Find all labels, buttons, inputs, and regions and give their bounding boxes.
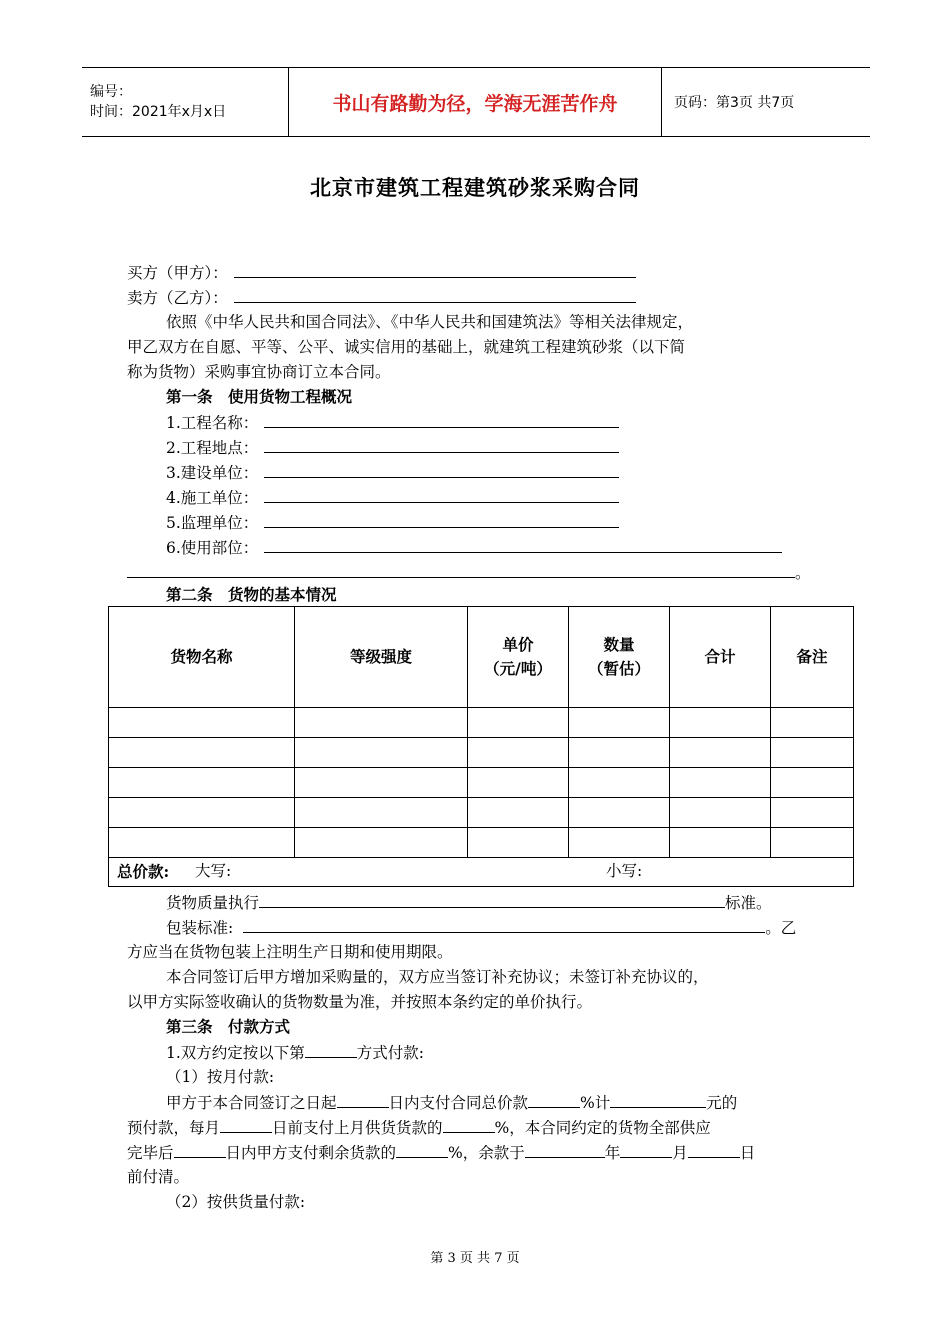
supervisor-unit-blank[interactable] xyxy=(264,510,619,528)
table-cell[interactable] xyxy=(468,708,569,738)
header-motto: 书山有路勤为径，学海无涯苦作舟 xyxy=(289,68,662,137)
month-label: 月 xyxy=(672,1144,688,1162)
article3-title: 第三条 付款方式 xyxy=(166,1017,291,1036)
usage-part-blank[interactable] xyxy=(264,535,782,553)
monthly-day-blank[interactable] xyxy=(220,1115,272,1133)
supervisor-unit-line xyxy=(166,510,619,535)
builder-unit-blank[interactable] xyxy=(264,485,619,503)
extra-line-2: 以甲方实际签收确认的货物数量为准，并按照本条约定的单价执行。 xyxy=(127,993,593,1011)
construction-unit-blank[interactable] xyxy=(264,460,619,478)
builder-unit-label: 4.施工单位： xyxy=(166,489,259,507)
col-unit-price-line2: （元/吨） xyxy=(484,659,552,678)
monthly-text-b: 日内支付合同总价款 xyxy=(388,1094,529,1112)
goods-table xyxy=(108,606,854,858)
buyer-blank[interactable] xyxy=(234,260,636,278)
day-blank[interactable] xyxy=(688,1140,740,1158)
table-cell[interactable] xyxy=(468,768,569,798)
article1-title: 第一条 使用货物工程概况 xyxy=(166,387,353,406)
table-cell[interactable] xyxy=(771,828,854,858)
payment-method-suffix: 方式付款: xyxy=(356,1044,425,1062)
advance-days-blank[interactable] xyxy=(337,1090,389,1108)
project-location-line xyxy=(166,435,619,460)
seller-blank[interactable] xyxy=(234,285,636,303)
table-header-row xyxy=(109,607,854,708)
year-label: 年 xyxy=(604,1144,621,1162)
page-footer: 第 3 页 共 7 页 xyxy=(430,1251,520,1266)
option1-title: （1）按月付款: xyxy=(166,1068,275,1086)
monthly-text-i: 日内甲方支付剩余货款的 xyxy=(225,1144,397,1162)
project-location-blank[interactable] xyxy=(264,435,619,453)
monthly-text-c: %计 xyxy=(580,1094,611,1112)
col-grade: 等级强度 xyxy=(295,607,468,708)
col-goods-name: 货物名称 xyxy=(109,607,295,708)
header-meta xyxy=(82,68,289,137)
month-blank[interactable] xyxy=(620,1140,672,1158)
monthly-text-d: 元的 xyxy=(706,1094,738,1112)
table-row xyxy=(109,828,854,858)
table-cell[interactable] xyxy=(109,828,295,858)
monthly-text-g: %，本合同约定的货物全部供应 xyxy=(494,1119,711,1137)
table-cell[interactable] xyxy=(670,738,771,768)
monthly-line-1 xyxy=(166,1090,737,1115)
final-percent-blank[interactable] xyxy=(396,1140,448,1158)
col-quantity-line2: （暂估） xyxy=(587,659,650,678)
monthly-text-a: 甲方于本合同签订之日起 xyxy=(166,1094,337,1112)
option2-title: （2）按供货量付款: xyxy=(166,1193,306,1211)
packing-line xyxy=(166,915,796,940)
construction-unit-label: 3.建设单位： xyxy=(166,464,259,482)
table-cell[interactable] xyxy=(468,738,569,768)
table-cell[interactable] xyxy=(295,768,468,798)
payment-method-blank[interactable] xyxy=(305,1040,357,1058)
table-cell[interactable] xyxy=(109,768,295,798)
year-blank[interactable] xyxy=(525,1140,605,1158)
table-cell[interactable] xyxy=(569,708,670,738)
usage-part-label: 6.使用部位： xyxy=(166,539,259,557)
table-cell[interactable] xyxy=(771,738,854,768)
table-row xyxy=(109,768,854,798)
project-name-blank[interactable] xyxy=(264,410,619,428)
intro-line-2: 甲乙双方在自愿、平等、公平、诚实信用的基础上，就建筑工程建筑砂浆（以下简 xyxy=(127,338,686,356)
page-header xyxy=(82,67,870,137)
monthly-text-h: 完毕后 xyxy=(127,1144,174,1162)
end-mark: 。 xyxy=(795,564,811,582)
table-cell[interactable] xyxy=(295,738,468,768)
table-cell[interactable] xyxy=(295,708,468,738)
usage-part-continuation xyxy=(127,560,811,585)
col-remark: 备注 xyxy=(771,607,854,708)
monthly-text-f: 日前支付上月供货货款的 xyxy=(272,1119,443,1137)
col-unit-price xyxy=(468,607,569,708)
quality-suffix: 标准。 xyxy=(725,894,772,912)
total-price-row xyxy=(108,857,854,887)
table-row xyxy=(109,738,854,768)
usage-part-line xyxy=(166,535,782,560)
quality-blank[interactable] xyxy=(259,890,725,908)
quality-label: 货物质量执行 xyxy=(166,894,260,912)
monthly-line-2 xyxy=(127,1115,711,1140)
buyer-label: 买方（甲方）： xyxy=(127,264,228,282)
col-quantity-line1: 数量 xyxy=(603,635,635,654)
monthly-percent-blank[interactable] xyxy=(443,1115,495,1133)
total-price-label: 总价款: xyxy=(117,862,170,881)
monthly-line-4: 前付清。 xyxy=(127,1168,190,1186)
advance-amount-blank[interactable] xyxy=(610,1090,706,1108)
project-name-line xyxy=(166,410,619,435)
col-unit-price-line1: 单价 xyxy=(502,635,534,654)
table-cell[interactable] xyxy=(468,828,569,858)
seller-line xyxy=(127,285,636,310)
table-cell[interactable] xyxy=(569,768,670,798)
intro-line-1: 依照《中华人民共和国合同法》、《中华人民共和国建筑法》等相关法律规定， xyxy=(166,313,694,331)
table-cell[interactable] xyxy=(771,798,854,828)
day-label: 日 xyxy=(739,1144,756,1162)
number-label: 编号： xyxy=(90,84,132,100)
table-cell[interactable] xyxy=(109,708,295,738)
advance-percent-blank[interactable] xyxy=(528,1090,580,1108)
col-quantity xyxy=(569,607,670,708)
col-total: 合计 xyxy=(670,607,771,708)
table-cell[interactable] xyxy=(109,798,295,828)
usage-part-blank-2[interactable] xyxy=(127,560,795,578)
packing-label: 包装标准: xyxy=(166,919,234,937)
table-cell[interactable] xyxy=(295,828,468,858)
document-title: 北京市建筑工程建筑砂浆采购合同 xyxy=(310,175,640,200)
table-cell[interactable] xyxy=(670,828,771,858)
table-row xyxy=(109,708,854,738)
packing-suffix: 。乙 xyxy=(765,919,797,937)
packing-line-2: 方应当在货物包装上注明生产日期和使用期限。 xyxy=(127,943,453,961)
supervisor-unit-label: 5.监理单位： xyxy=(166,514,259,532)
project-location-label: 2.工程地点： xyxy=(166,439,259,457)
article2-title: 第二条 货物的基本情况 xyxy=(166,585,337,604)
table-cell[interactable] xyxy=(670,708,771,738)
table-cell[interactable] xyxy=(771,708,854,738)
table-cell[interactable] xyxy=(569,798,670,828)
table-cell[interactable] xyxy=(468,798,569,828)
table-cell[interactable] xyxy=(771,768,854,798)
header-page-info: 页码：第3页 共7页 xyxy=(662,68,871,137)
project-name-label: 1.工程名称： xyxy=(166,414,259,432)
table-cell[interactable] xyxy=(670,798,771,828)
table-cell[interactable] xyxy=(569,738,670,768)
quality-line xyxy=(166,890,772,915)
total-lower-label: 小写: xyxy=(606,862,643,880)
time-label: 时间：2021年x月x日 xyxy=(90,104,227,120)
monthly-text-e: 预付款，每月 xyxy=(127,1119,221,1137)
extra-line-1: 本合同签订后甲方增加采购量的，双方应当签订补充协议；未签订补充协议的， xyxy=(166,968,709,986)
monthly-line-3 xyxy=(127,1140,755,1165)
table-cell[interactable] xyxy=(670,768,771,798)
table-cell[interactable] xyxy=(295,798,468,828)
total-upper-label: 大写: xyxy=(195,862,232,880)
table-cell[interactable] xyxy=(569,828,670,858)
construction-unit-line xyxy=(166,460,619,485)
packing-blank[interactable] xyxy=(243,915,765,933)
intro-line-3: 称为货物）采购事宜协商订立本合同。 xyxy=(127,363,391,381)
payment-method-prefix: 1.双方约定按以下第 xyxy=(166,1044,305,1062)
monthly-text-j: %，余款于 xyxy=(448,1144,525,1162)
builder-unit-line xyxy=(166,485,619,510)
payment-method-line xyxy=(166,1040,424,1065)
seller-label: 卖方（乙方）： xyxy=(127,289,228,307)
final-days-blank[interactable] xyxy=(174,1140,226,1158)
buyer-line xyxy=(127,260,636,285)
table-cell[interactable] xyxy=(109,738,295,768)
table-row xyxy=(109,798,854,828)
